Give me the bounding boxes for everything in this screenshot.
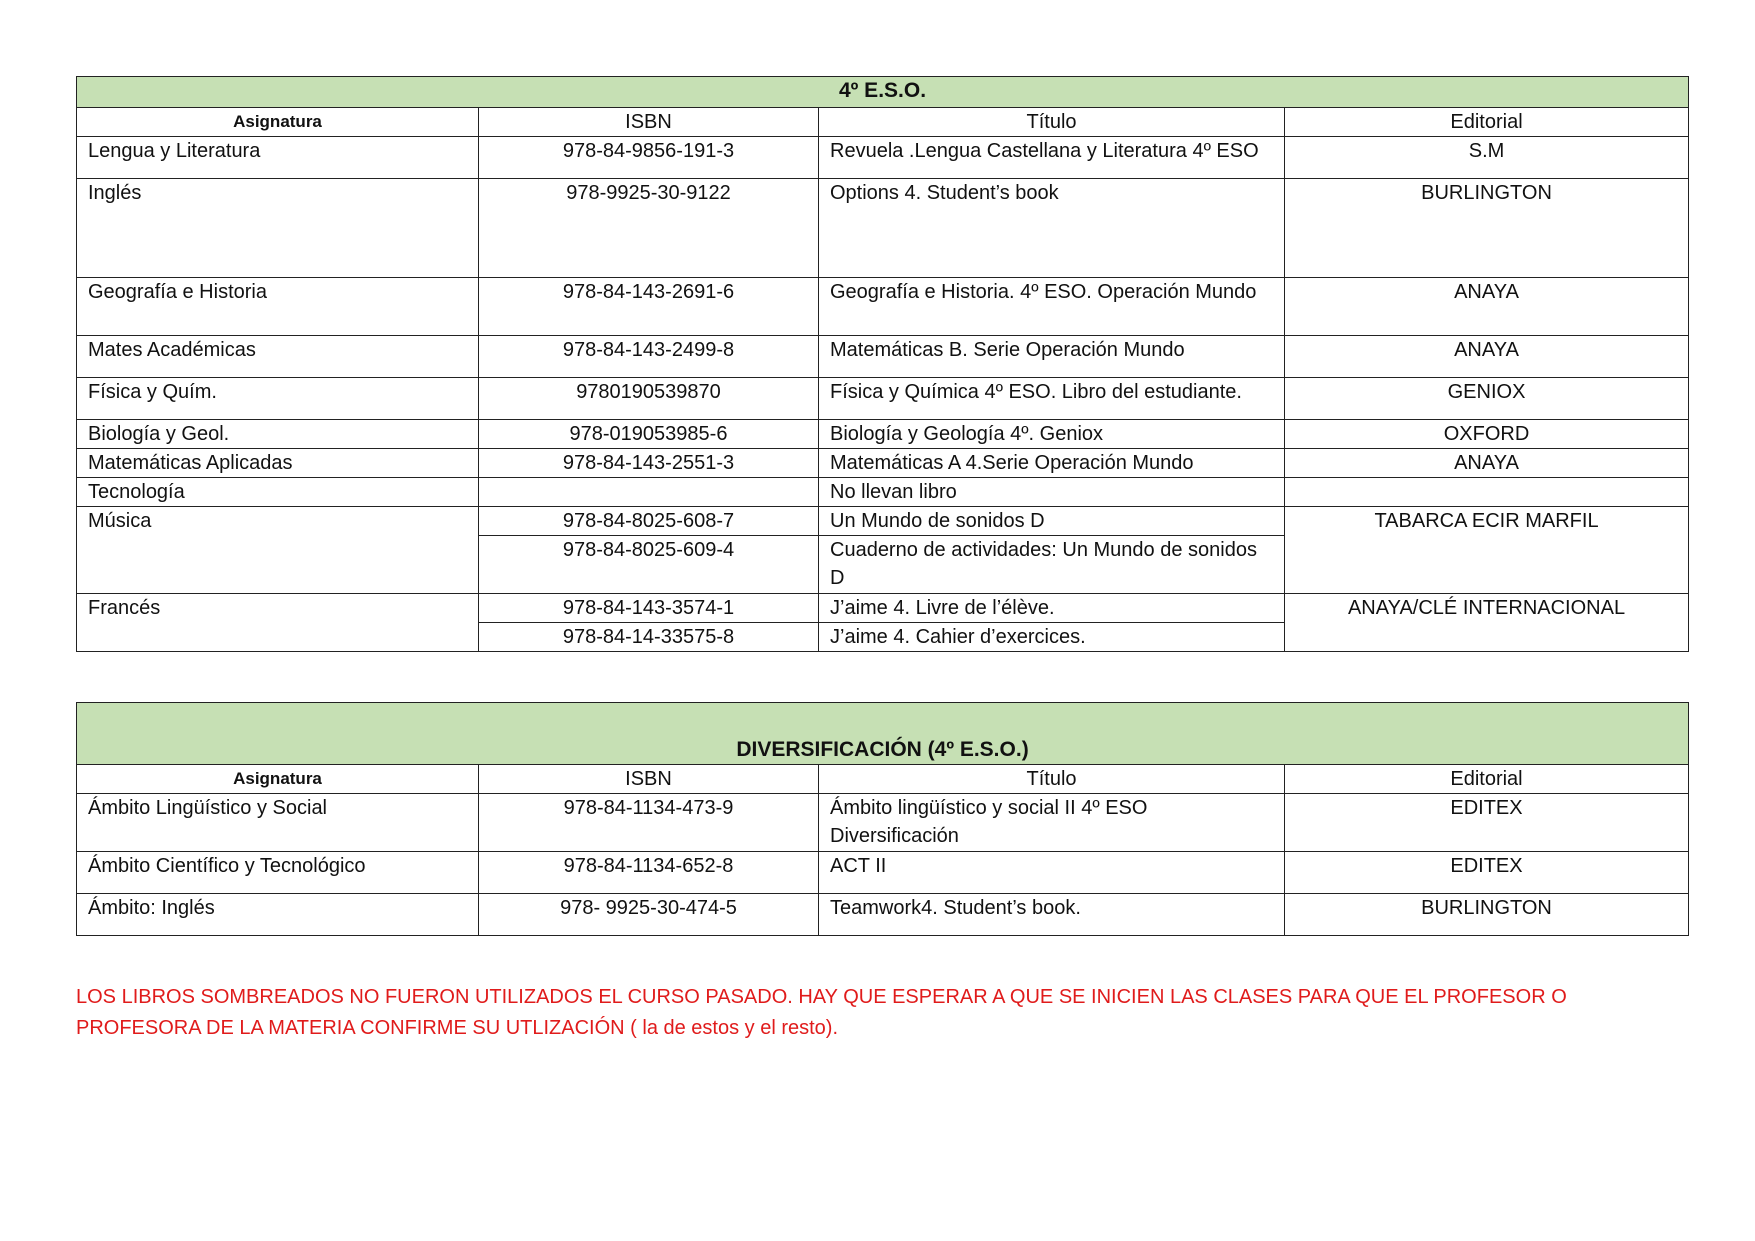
table-row: [77, 894, 1689, 936]
cell-titulo: ACT II: [819, 852, 1285, 894]
cell-titulo: Revuela .Lengua Castellana y Literatura 4º ESO: [819, 137, 1285, 179]
cell-asignatura: Matemáticas Aplicadas: [77, 449, 479, 478]
books-table-diversificacion: [76, 702, 1689, 936]
cell-editorial: BURLINGTON: [1285, 179, 1689, 278]
cell-isbn: [479, 478, 819, 507]
cell-titulo: Física y Química 4º ESO. Libro del estudiante.: [819, 378, 1285, 420]
cell-asignatura: Lengua y Literatura: [77, 137, 479, 179]
cell-editorial: S.M: [1285, 137, 1689, 179]
cell-editorial: EDITEX: [1285, 852, 1689, 894]
cell-asignatura: Tecnología: [77, 478, 479, 507]
cell-titulo: J’aime 4. Livre de l’élève.: [819, 594, 1285, 623]
cell-asignatura: Francés: [77, 594, 479, 652]
table-row: [77, 449, 1689, 478]
cell-asignatura: Ámbito Lingüístico y Social: [77, 794, 479, 852]
header-asignatura: Asignatura: [77, 108, 479, 137]
books-table-4eso: [76, 76, 1689, 652]
cell-editorial: ANAYA: [1285, 336, 1689, 378]
cell-isbn: 978-84-1134-473-9: [479, 794, 819, 852]
cell-isbn: 978-84-14-33575-8: [479, 623, 819, 652]
cell-isbn: 978-019053985-6: [479, 420, 819, 449]
cell-titulo: Matemáticas A 4.Serie Operación Mundo: [819, 449, 1285, 478]
cell-titulo: Options 4. Student’s book: [819, 179, 1285, 278]
cell-isbn: 978-84-143-2499-8: [479, 336, 819, 378]
cell-asignatura: Biología y Geol.: [77, 420, 479, 449]
cell-titulo: No llevan libro: [819, 478, 1285, 507]
cell-asignatura: Música: [77, 507, 479, 594]
cell-isbn: 978- 9925-30-474-5: [479, 894, 819, 936]
header-isbn: ISBN: [479, 108, 819, 137]
cell-isbn: 978-84-143-3574-1: [479, 594, 819, 623]
table-row: [77, 137, 1689, 179]
cell-asignatura: Ámbito Científico y Tecnológico: [77, 852, 479, 894]
table-row: [77, 420, 1689, 449]
cell-titulo: Un Mundo de sonidos D: [819, 507, 1285, 536]
table-row: [77, 179, 1689, 278]
table-row: [77, 594, 1689, 623]
cell-editorial: GENIOX: [1285, 378, 1689, 420]
cell-isbn: 978-84-8025-609-4: [479, 536, 819, 594]
cell-titulo: Teamwork4. Student’s book.: [819, 894, 1285, 936]
warning-note: LOS LIBROS SOMBREADOS NO FUERON UTILIZADOS EL CURSO PASADO. HAY QUE ESPERAR A QUE SE INICIEN LAS CLASES PARA QUE EL PROFESOR O PROFESORA DE LA MATERIA CONFIRME SU UTLIZACIÓN ( la de estos y el resto).: [76, 986, 1567, 1039]
table-row: [77, 852, 1689, 894]
table-row: [77, 336, 1689, 378]
cell-titulo: J’aime 4. Cahier d’exercices.: [819, 623, 1285, 652]
cell-editorial: EDITEX: [1285, 794, 1689, 852]
table-title: DIVERSIFICACIÓN (4º E.S.O.): [77, 703, 1689, 765]
cell-editorial: TABARCA ECIR MARFIL: [1285, 507, 1689, 594]
cell-editorial: ANAYA: [1285, 278, 1689, 336]
cell-asignatura: Ámbito: Inglés: [77, 894, 479, 936]
cell-editorial: [1285, 478, 1689, 507]
table-row: [77, 378, 1689, 420]
cell-isbn: 978-9925-30-9122: [479, 179, 819, 278]
cell-isbn: 978-84-143-2691-6: [479, 278, 819, 336]
cell-editorial: BURLINGTON: [1285, 894, 1689, 936]
table-row: [77, 478, 1689, 507]
cell-titulo: Ámbito lingüístico y social II 4º ESO Diversificación: [819, 794, 1285, 852]
cell-asignatura: Geografía e Historia: [77, 278, 479, 336]
cell-titulo: Geografía e Historia. 4º ESO. Operación Mundo: [819, 278, 1285, 336]
cell-asignatura: Inglés: [77, 179, 479, 278]
cell-titulo: Biología y Geología 4º. Geniox: [819, 420, 1285, 449]
cell-editorial: OXFORD: [1285, 420, 1689, 449]
header-titulo: Título: [819, 765, 1285, 794]
cell-isbn: 978-84-1134-652-8: [479, 852, 819, 894]
cell-asignatura: Mates Académicas: [77, 336, 479, 378]
cell-editorial: ANAYA/CLÉ INTERNACIONAL: [1285, 594, 1689, 652]
table-title: 4º E.S.O.: [77, 77, 1689, 108]
table-row: [77, 278, 1689, 336]
cell-titulo: Cuaderno de actividades: Un Mundo de sonidos D: [819, 536, 1285, 594]
header-editorial: Editorial: [1285, 108, 1689, 137]
cell-isbn: 9780190539870: [479, 378, 819, 420]
table-row: [77, 794, 1689, 852]
cell-titulo: Matemáticas B. Serie Operación Mundo: [819, 336, 1285, 378]
header-asignatura: Asignatura: [77, 765, 479, 794]
cell-editorial: ANAYA: [1285, 449, 1689, 478]
cell-isbn: 978-84-9856-191-3: [479, 137, 819, 179]
header-isbn: ISBN: [479, 765, 819, 794]
cell-asignatura: Física y Quím.: [77, 378, 479, 420]
cell-isbn: 978-84-8025-608-7: [479, 507, 819, 536]
table-row: [77, 507, 1689, 536]
header-editorial: Editorial: [1285, 765, 1689, 794]
header-titulo: Título: [819, 108, 1285, 137]
cell-isbn: 978-84-143-2551-3: [479, 449, 819, 478]
